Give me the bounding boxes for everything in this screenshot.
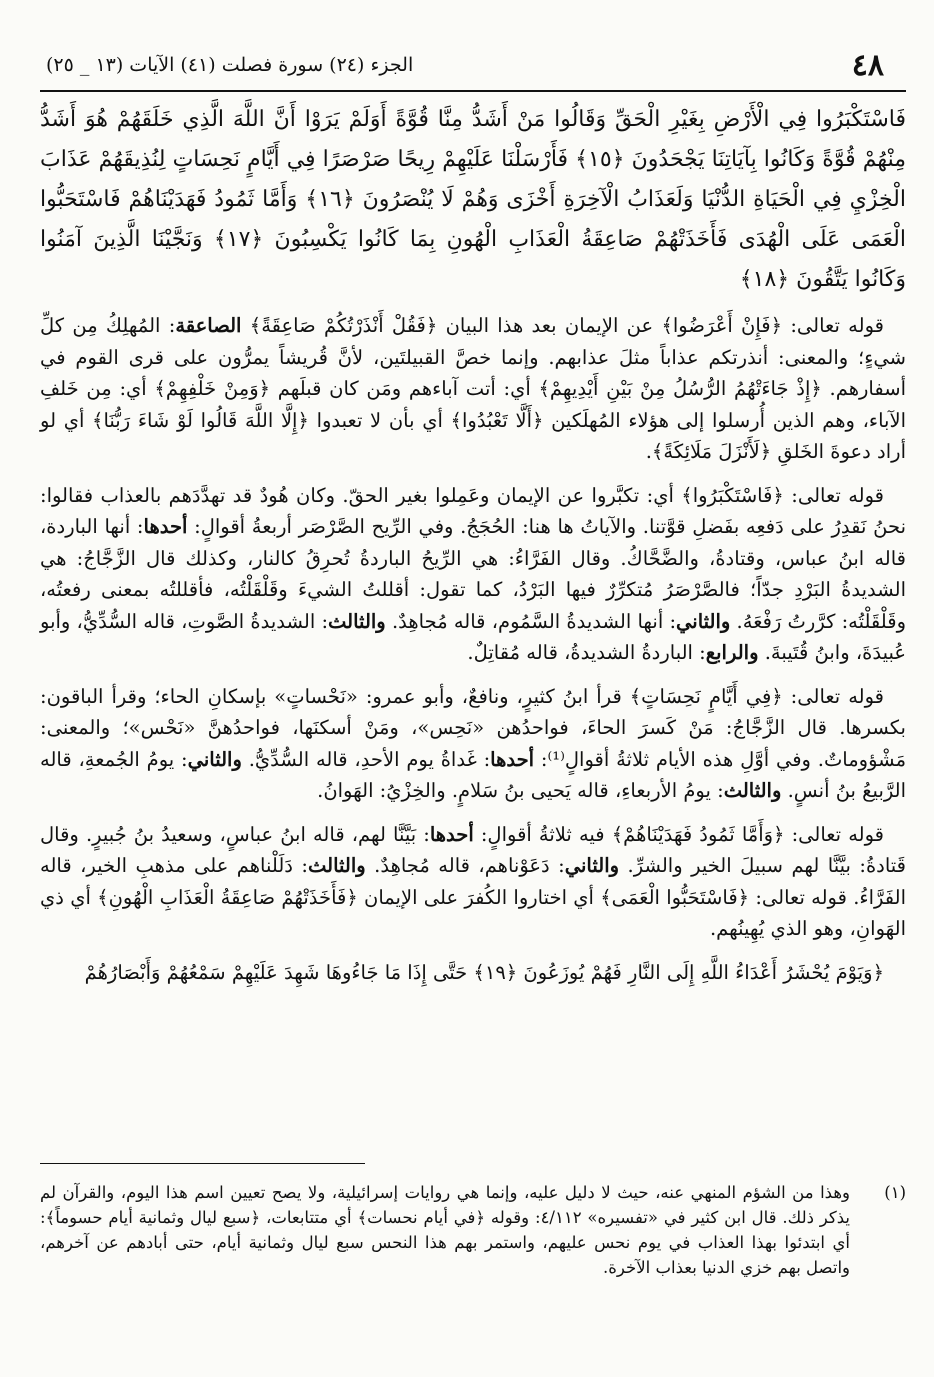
footnote <box>40 1180 906 1280</box>
page-number: ٤٨ <box>851 48 884 83</box>
bold-keyword: والثاني <box>676 609 731 633</box>
bold-keyword: والثالث <box>328 609 386 633</box>
bold-keyword: أحدها <box>490 747 535 771</box>
bold-keyword: أحدها <box>143 515 188 538</box>
paragraph-text: : بَيَّنَّا لهم، قاله ابنُ عباسٍ، وسعيدُ بنُ جُبيرٍ. وقال قَتادةُ: بيَّنَّا لهم سبيلَ الخير والشرِّ. <box>40 822 907 877</box>
commentary-paragraph <box>40 480 906 669</box>
page-body <box>40 100 906 1000</box>
paragraph-text: : يومُ الجُمعةِ، قاله الرَّبيعُ بنُ أنسٍ. <box>40 747 906 802</box>
bold-keyword: أحدها <box>429 822 474 846</box>
footnote-text: وهذا من الشؤم المنهي عنه، حيث لا دليل عليه، وإنما هي روايات إسرائيلية، ولا يصح تعيين اسم هذا اليوم، والقرآن لم يذكر ذلك. قال ابن كثير في «تفسيره» ٤/١١٢: وقوله ﴿في أيام نحسات﴾ أي متتابعات، ﴿سبع ليال وثمانية أيام حسوماً﴾: أي ابتدئوا بهذا العذاب في يوم نحس عليهم، واستمر بهم هذا النحس سبع ليال وثمانية أيام، حتى أبادهم عن آخرهم، واتصل بهم خزي الدنيا بعذاب الآخرة. <box>40 1183 850 1277</box>
paragraph-text: : أنها الشديدةُ السَّمُوم، قاله مُجاهِدٌ. <box>385 609 677 633</box>
quran-verses-block: فَاسْتَكْبَرُوا فِي الْأَرْضِ بِغَيْرِ الْحَقِّ وَقَالُوا مَنْ أَشَدُّ مِنَّا قُوَّةً أَوَلَمْ يَرَوْا أَنَّ اللَّهَ الَّذِي خَلَقَهُمْ هُوَ أَشَدُّ مِنْهُمْ قُوَّةً وَكَانُوا بِآيَاتِنَا يَجْحَدُونَ ﴿١٥﴾ فَأَرْسَلْنَا عَلَيْهِمْ رِيحًا صَرْصَرًا فِي أَيَّامٍ نَحِسَاتٍ لِنُذِيقَهُمْ عَذَابَ الْخِزْيِ فِي الْحَيَاةِ الدُّنْيَا وَلَعَذَابُ الْآخِرَةِ أَخْزَى وَهُمْ لَا يُنْصَرُونَ ﴿١٦﴾ وَأَمَّا ثَمُودُ فَهَدَيْنَاهُمْ فَاسْتَحَبُّوا الْعَمَى عَلَى الْهُدَى فَأَخَذَتْهُمْ صَاعِقَةُ الْعَذَابِ الْهُونِ بِمَا كَانُوا يَكْسِبُونَ ﴿١٧﴾ وَنَجَّيْنَا الَّذِينَ آمَنُوا وَكَانُوا يَتَّقُونَ ﴿١٨﴾ <box>40 107 906 292</box>
bold-keyword: والرابع <box>705 641 759 664</box>
paragraph-text: : دَعَوْناهم، قاله مُجاهِدٌ. <box>365 854 565 877</box>
paragraph-text: قوله تعالى: ﴿وَأَمَّا ثَمُودُ فَهَدَيْنَاهُمْ﴾ فيه ثلاثةُ أقوالٍ: <box>473 822 884 846</box>
bold-keyword: والثالث <box>723 779 782 802</box>
bold-keyword: والثاني <box>187 747 242 771</box>
commentary-paragraph <box>40 310 906 468</box>
bold-keyword: والثالث <box>308 854 366 877</box>
paragraph-text: : الباردةُ الشديدةُ، قاله مُقاتِلٌ. <box>467 641 706 664</box>
page-header <box>40 48 906 88</box>
header-divider <box>40 90 906 92</box>
footnote-number: (١) <box>884 1183 906 1202</box>
paragraph-text: : أنها الباردة، قاله ابنُ عباس، وقتادةُ، والضَّحَّاكُ. وقال الفَرَّاءُ: هي الرِّيحُ الباردةُ تُحرِقُ كالنار، وكذلك قال الزَّجَّاجُ: هي الشديدةُ البَرْدِ جدّاً؛ فالصَّرْصَرُ مُتكرِّرٌ فيها البَرْدُ، كما تقول: أقللتُ الشيءَ وقَلْقَلْتُه، فأقللتُه بمعنى رفعتُه، وقَلْقَلْتُه: كرَّرتُ رَفْعَهُ. <box>40 515 906 633</box>
bold-keyword: والثاني <box>564 854 620 877</box>
running-title: الجزء (٢٤) سورة فصلت (٤١) الآيات (١٣ _ ٢٥) <box>46 54 414 76</box>
paragraph-text: : دَلَلْناهم على مذهبِ الخير، قاله الفَرَّاءُ. قوله تعالى: ﴿فَاسْتَحَبُّوا الْعَمَى﴾ أي اختاروا الكُفرَ على الإيمان ﴿فَأَخَذَتْهُمْ صَاعِقَةُ الْعَذَابِ الْهُونِ﴾ أي ذي الهَوانِ، وهو الذي يُهِينُهم. <box>40 854 906 940</box>
commentary-paragraph <box>40 957 906 989</box>
paragraph-text: قوله تعالى: ﴿فَإِنْ أَعْرَضُوا﴾ عن الإيمان بعد هذا البيان ﴿فَقُلْ أَنْذَرْتُكُمْ صَاعِقَةً﴾ <box>241 314 884 337</box>
paragraph-text: : يومُ الأربعاءِ، قاله يَحيى بنُ سَلامٍ. والخِزْيُ: الهَوانُ. <box>317 779 724 802</box>
paragraph-text: قوله تعالى: ﴿فِي أَيَّامٍ نَحِسَاتٍ﴾ قرأ ابنُ كثيرٍ، ونافعٌ، وأبو عمرو: «نَحْساتٍ» بإسكانِ الحاء؛ وقرأ الباقون: بكسرها. قال الزَّجَّاجُ: مَنْ كَسرَ الحاءَ، فواحدُهن «نَحِس»، ومَنْ أسكنَها، فواحدُهنَّ «نَحْس»؛ والمعنى: مَشْؤوماتٌ. وفي أوَّلِ هذه الأيام ثلاثةُ أقوالٍ⁽¹⁾: <box>40 684 907 771</box>
paragraph-text: ﴿وَيَوْمَ يُحْشَرُ أَعْدَاءُ اللَّهِ إِلَى النَّارِ فَهُمْ يُوزَعُونَ ﴿١٩﴾ حَتَّى إِذَا مَا جَاءُوهَا شَهِدَ عَلَيْهِمْ سَمْعُهُمْ وَأَبْصَارُهُمْ <box>84 960 884 984</box>
commentary-paragraphs <box>40 310 906 988</box>
bold-keyword: الصاعقة <box>175 314 242 337</box>
commentary-paragraph <box>40 681 906 807</box>
paragraph-text: : غَداةُ يوم الأحدِ، قاله السُّدِّيُّ. <box>241 747 491 771</box>
paragraph-text: قوله تعالى: ﴿فَاسْتَكْبَرُوا﴾ أي: تكبَّروا عن الإيمان وعَمِلوا بغير الحقّ. وكان هُودٌ قد تهدَّدَهم بالعذاب فقالوا: نحنُ نَقدِرُ على دَفعِه بفَضلِ قوَّتنا. والآياتُ ها هنا: الحُجَجُ. وفي الرِّيح الصَّرْصَر أربعةُ أقوالٍ: <box>40 483 906 538</box>
commentary-paragraph <box>40 819 906 945</box>
paragraph-text: : المُهلِكُ مِن كلِّ شيءٍ؛ والمعنى: أنذرتكم عذاباً مثلَ عذابهم. وإنما خصَّ القبيلتَين، لأنَّ قُريشاً يمرُّون على قرى القوم في أسفارهم. ﴿إِذْ جَاءَتْهُمُ الرُّسُلُ مِنْ بَيْنِ أَيْدِيهِمْ﴾ أي: أتت آباءهم ومَن كان قبلَهم ﴿وَمِنْ خَلْفِهِمْ﴾ أي: مِن خَلفِ الآباء، وهم الذين أُرسلوا إلى هؤلاء المُهلَكين ﴿أَلَّا تَعْبُدُوا﴾ أي بأن لا تعبدوا ﴿إِلَّا اللَّهَ قَالُوا لَوْ شَاءَ رَبُّنَا﴾ أي لو أراد دعوةَ الخَلقِ ﴿لَأَنْزَلَ مَلَائِكَةً﴾. <box>40 314 906 463</box>
paragraph-text: : الشديدةُ الصَّوتِ، قاله السُّدِّيُّ، وأبو عُبيدَةَ، وابنُ قُتَيبةَ. <box>40 609 906 664</box>
footnote-divider <box>40 1163 365 1164</box>
